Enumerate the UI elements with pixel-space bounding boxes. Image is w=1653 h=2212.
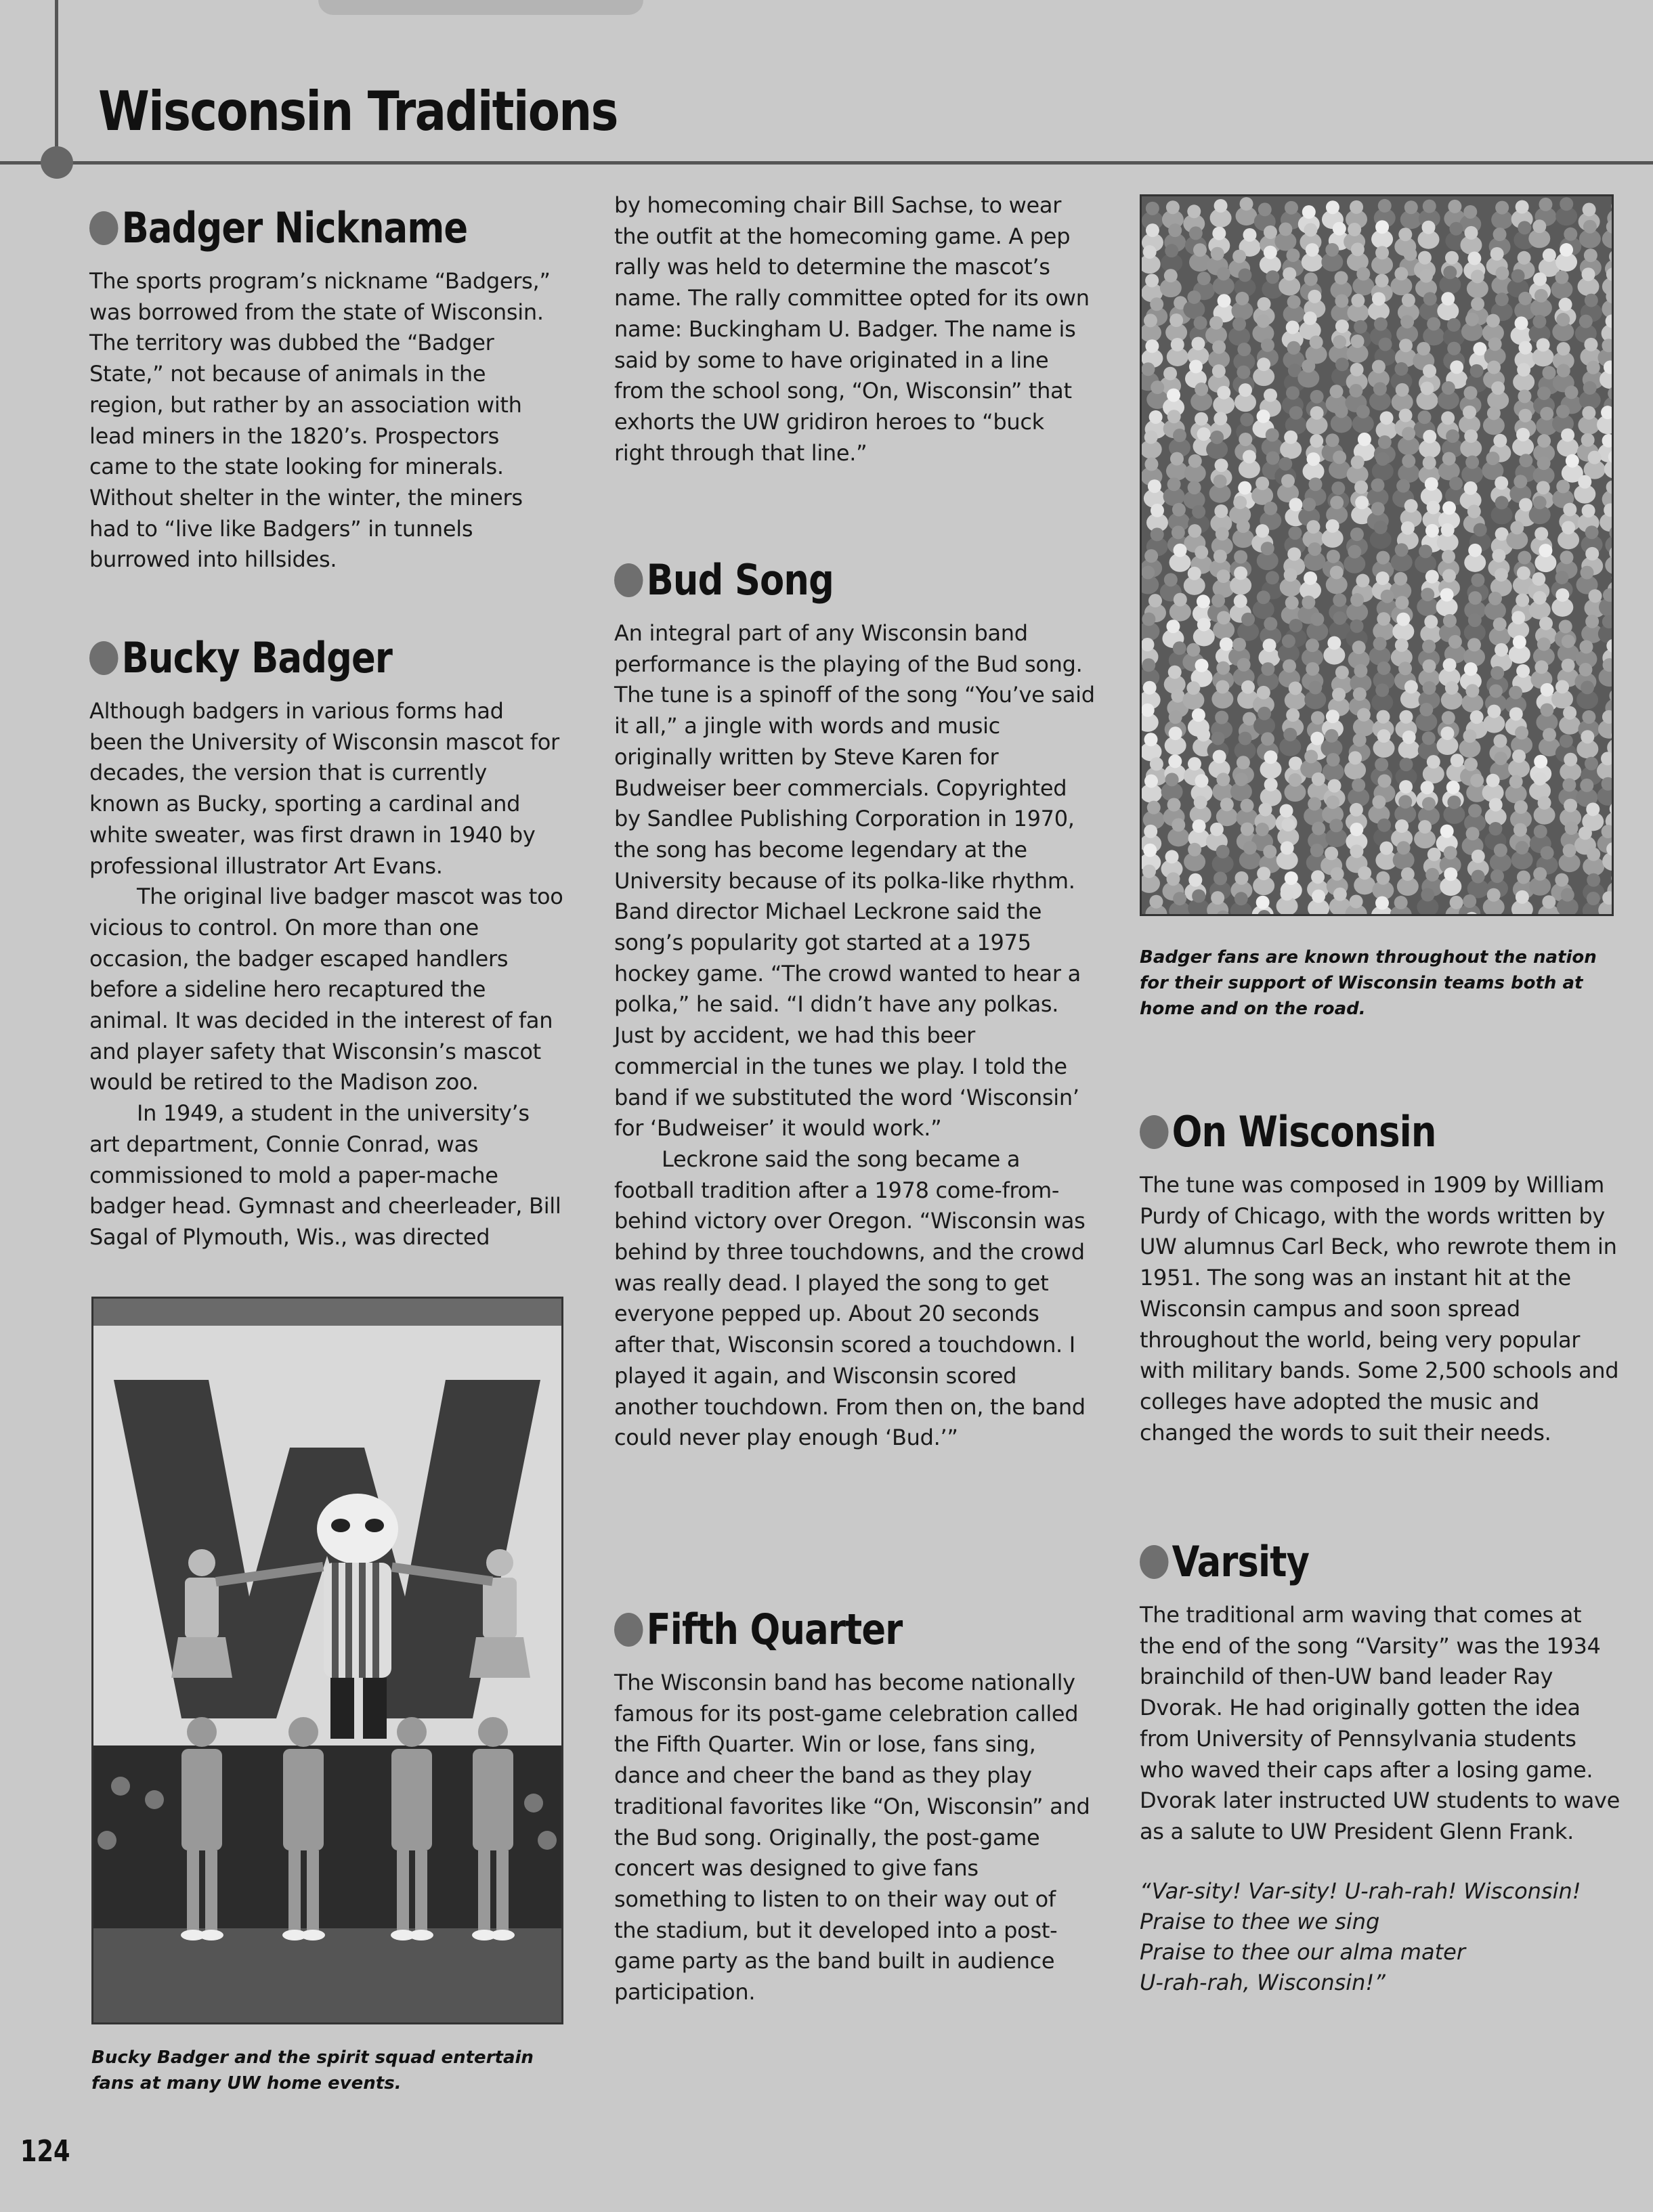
heading-text: Badger Nickname bbox=[121, 203, 468, 253]
section-badger-nickname bbox=[89, 203, 563, 576]
section-body bbox=[1140, 1600, 1620, 1848]
bullet-icon bbox=[89, 641, 119, 675]
section-bud-song bbox=[614, 555, 1095, 1454]
lyric-line: Praise to thee our alma mater bbox=[1140, 1938, 1465, 1965]
paragraph: In 1949, a student in the university’s art department, Connie Conrad, was commissioned to mold a paper-mache badger head. Gymnast and cheerleader, Bill Sagal of Plymouth, Wis., was directed bbox=[89, 1100, 561, 1250]
bucky-badger-photo bbox=[91, 1297, 563, 2024]
bullet-icon bbox=[1140, 1545, 1169, 1579]
paragraph: by homecoming chair Bill Sachse, to wear the outfit at the homecoming game. A pep rally was held to determine the mascot’s name. The rally committee opted for its own name: Buckingham U. Badger. The name is said by some to have originated in a line from the school song, “On, Wisconsin” that exhorts the UW gridiron heroes to “buck right through that line.” bbox=[614, 192, 1090, 466]
section-bucky-badger bbox=[89, 633, 563, 1253]
paragraph: Although badgers in various forms had been the University of Wisconsin mascot for decades, the version that is currently known as Bucky, sporting a cardinal and white sweater, was first drawn in 1940 by professional illustrator Art Evans. bbox=[89, 698, 559, 879]
heading-text: Bud Song bbox=[646, 555, 834, 605]
bullet-icon bbox=[614, 563, 643, 597]
heading-text: Bucky Badger bbox=[121, 633, 392, 682]
rule-dot-icon bbox=[41, 146, 73, 179]
section-varsity bbox=[1140, 1537, 1620, 1998]
top-edge-shadow bbox=[318, 0, 643, 15]
heading-text: On Wisconsin bbox=[1172, 1107, 1436, 1156]
vertical-rule bbox=[55, 0, 58, 159]
section-body bbox=[89, 266, 563, 576]
section-body bbox=[1140, 1170, 1620, 1448]
paragraph: An integral part of any Wisconsin band performance is the playing of the Bud song. The tune is a spinoff of the song “You’ve said it all,” a jingle with words and music originally written by Steve Karen for Budweiser beer commercials. Copyrighted by Sandlee Publishing Corporation in 1970, the song has become legendary at the University because of its polka-like rhythm. Band director Michael Leckrone said the song’s popularity got started at a 1975 hockey game. “The crowd wanted to hear a polka,” he said. “I didn’t have any polkas. Just by accident, we had this beer commercial in the tunes we play. I told the band if we substituted the word ‘Wisconsin’ for ‘Budweiser’ it would work.” bbox=[614, 620, 1095, 1142]
paragraph: The original live badger mascot was too vicious to control. On more than one occasion, the badger escaped handlers before a sideline hero recaptured the animal. It was decided in the interest of fan and player safety that Wisconsin’s mascot would be retired to the Madison zoo. bbox=[89, 884, 563, 1096]
section-heading bbox=[1140, 1107, 1549, 1156]
bullet-icon bbox=[1140, 1115, 1169, 1149]
section-heading bbox=[1140, 1537, 1549, 1586]
bucky-badger-continuation bbox=[614, 190, 1095, 469]
heading-text: Varsity bbox=[1172, 1537, 1310, 1586]
paragraph: The traditional arm waving that comes at the end of the song “Varsity” was the 1934 brainchild of then-UW band leader Ray Dvorak. He had originally gotten the idea from University of Pennsylvania students who waved their caps after a losing game. Dvorak later instructed UW students to wave as a salute to UW President Glenn Frank. bbox=[1140, 1602, 1620, 1844]
page-number: 124 bbox=[20, 2134, 70, 2169]
page-title: Wisconsin Traditions bbox=[98, 80, 618, 143]
paragraph: The tune was composed in 1909 by William Purdy of Chicago, with the words written by UW alumnus Carl Beck, who rewrote them in 1951. The song was an instant hit at the Wisconsin campus and soon spread throughout the world, being very popular with military bands. Some 2,500 schools and colleges have adopted the music and changed the words to suit their needs. bbox=[1140, 1172, 1619, 1446]
bucky-photo-caption: Bucky Badger and the spirit squad entertain fans at many UW home events. bbox=[91, 2047, 534, 2094]
paragraph: The sports program’s nickname “Badgers,” was borrowed from the state of Wisconsin. The territory was dubbed the “Badger State,” not because of animals in the region, but rather by an association with lead miners in the 1820’s. Prospectors came to the state looking for minerals. Without shelter in the winter, the miners had to “live like Badgers” in tunnels burrowed into hillsides. bbox=[89, 268, 551, 573]
horizontal-rule bbox=[0, 161, 1653, 165]
section-body bbox=[614, 1668, 1095, 2008]
paragraph: The Wisconsin band has become nationally famous for its post-game celebration called the Fifth Quarter. Win or lose, fans sing, dance and cheer the band as they play traditional favorites like “On, Wisconsin” and the Bud song. Originally, the post-game concert was designed to give fans something to listen to on their way out of the stadium, but it developed into a post-game party as the band built in audience participation. bbox=[614, 1670, 1090, 2005]
lyric-line: Praise to thee we sing bbox=[1140, 1908, 1380, 1934]
section-heading bbox=[89, 633, 492, 682]
badger-fans-photo bbox=[1140, 194, 1614, 916]
paragraph: Leckrone said the song became a football tradition after a 1978 come-from-behind victory over Oregon. “Wisconsin was behind by three touchdowns, and the crowd was really dead. I played the song to get everyone pepped up. About 20 seconds after that, Wisconsin scored a touchdown. I played it again, and Wisconsin scored another touchdown. From then on, the band could never play enough ‘Bud.’” bbox=[614, 1146, 1086, 1451]
section-fifth-quarter bbox=[614, 1605, 1095, 2008]
section-heading bbox=[89, 203, 492, 253]
section-body bbox=[614, 618, 1095, 1454]
section-heading bbox=[614, 1605, 1023, 1654]
heading-text: Fifth Quarter bbox=[646, 1605, 903, 1654]
section-heading bbox=[614, 555, 1023, 605]
lyric-line: U-rah-rah, Wisconsin!” bbox=[1140, 1969, 1386, 1995]
section-body bbox=[89, 696, 563, 1253]
section-on-wisconsin bbox=[1140, 1107, 1620, 1448]
bullet-icon bbox=[89, 211, 119, 245]
bullet-icon bbox=[614, 1613, 643, 1647]
lyric-line: “Var-sity! Var-sity! U-rah-rah! Wisconsin! bbox=[1140, 1878, 1581, 1904]
varsity-lyrics bbox=[1140, 1876, 1620, 1998]
fans-photo-caption: Badger fans are known throughout the nation for their support of Wisconsin teams both at home and on the road. bbox=[1140, 947, 1597, 1019]
